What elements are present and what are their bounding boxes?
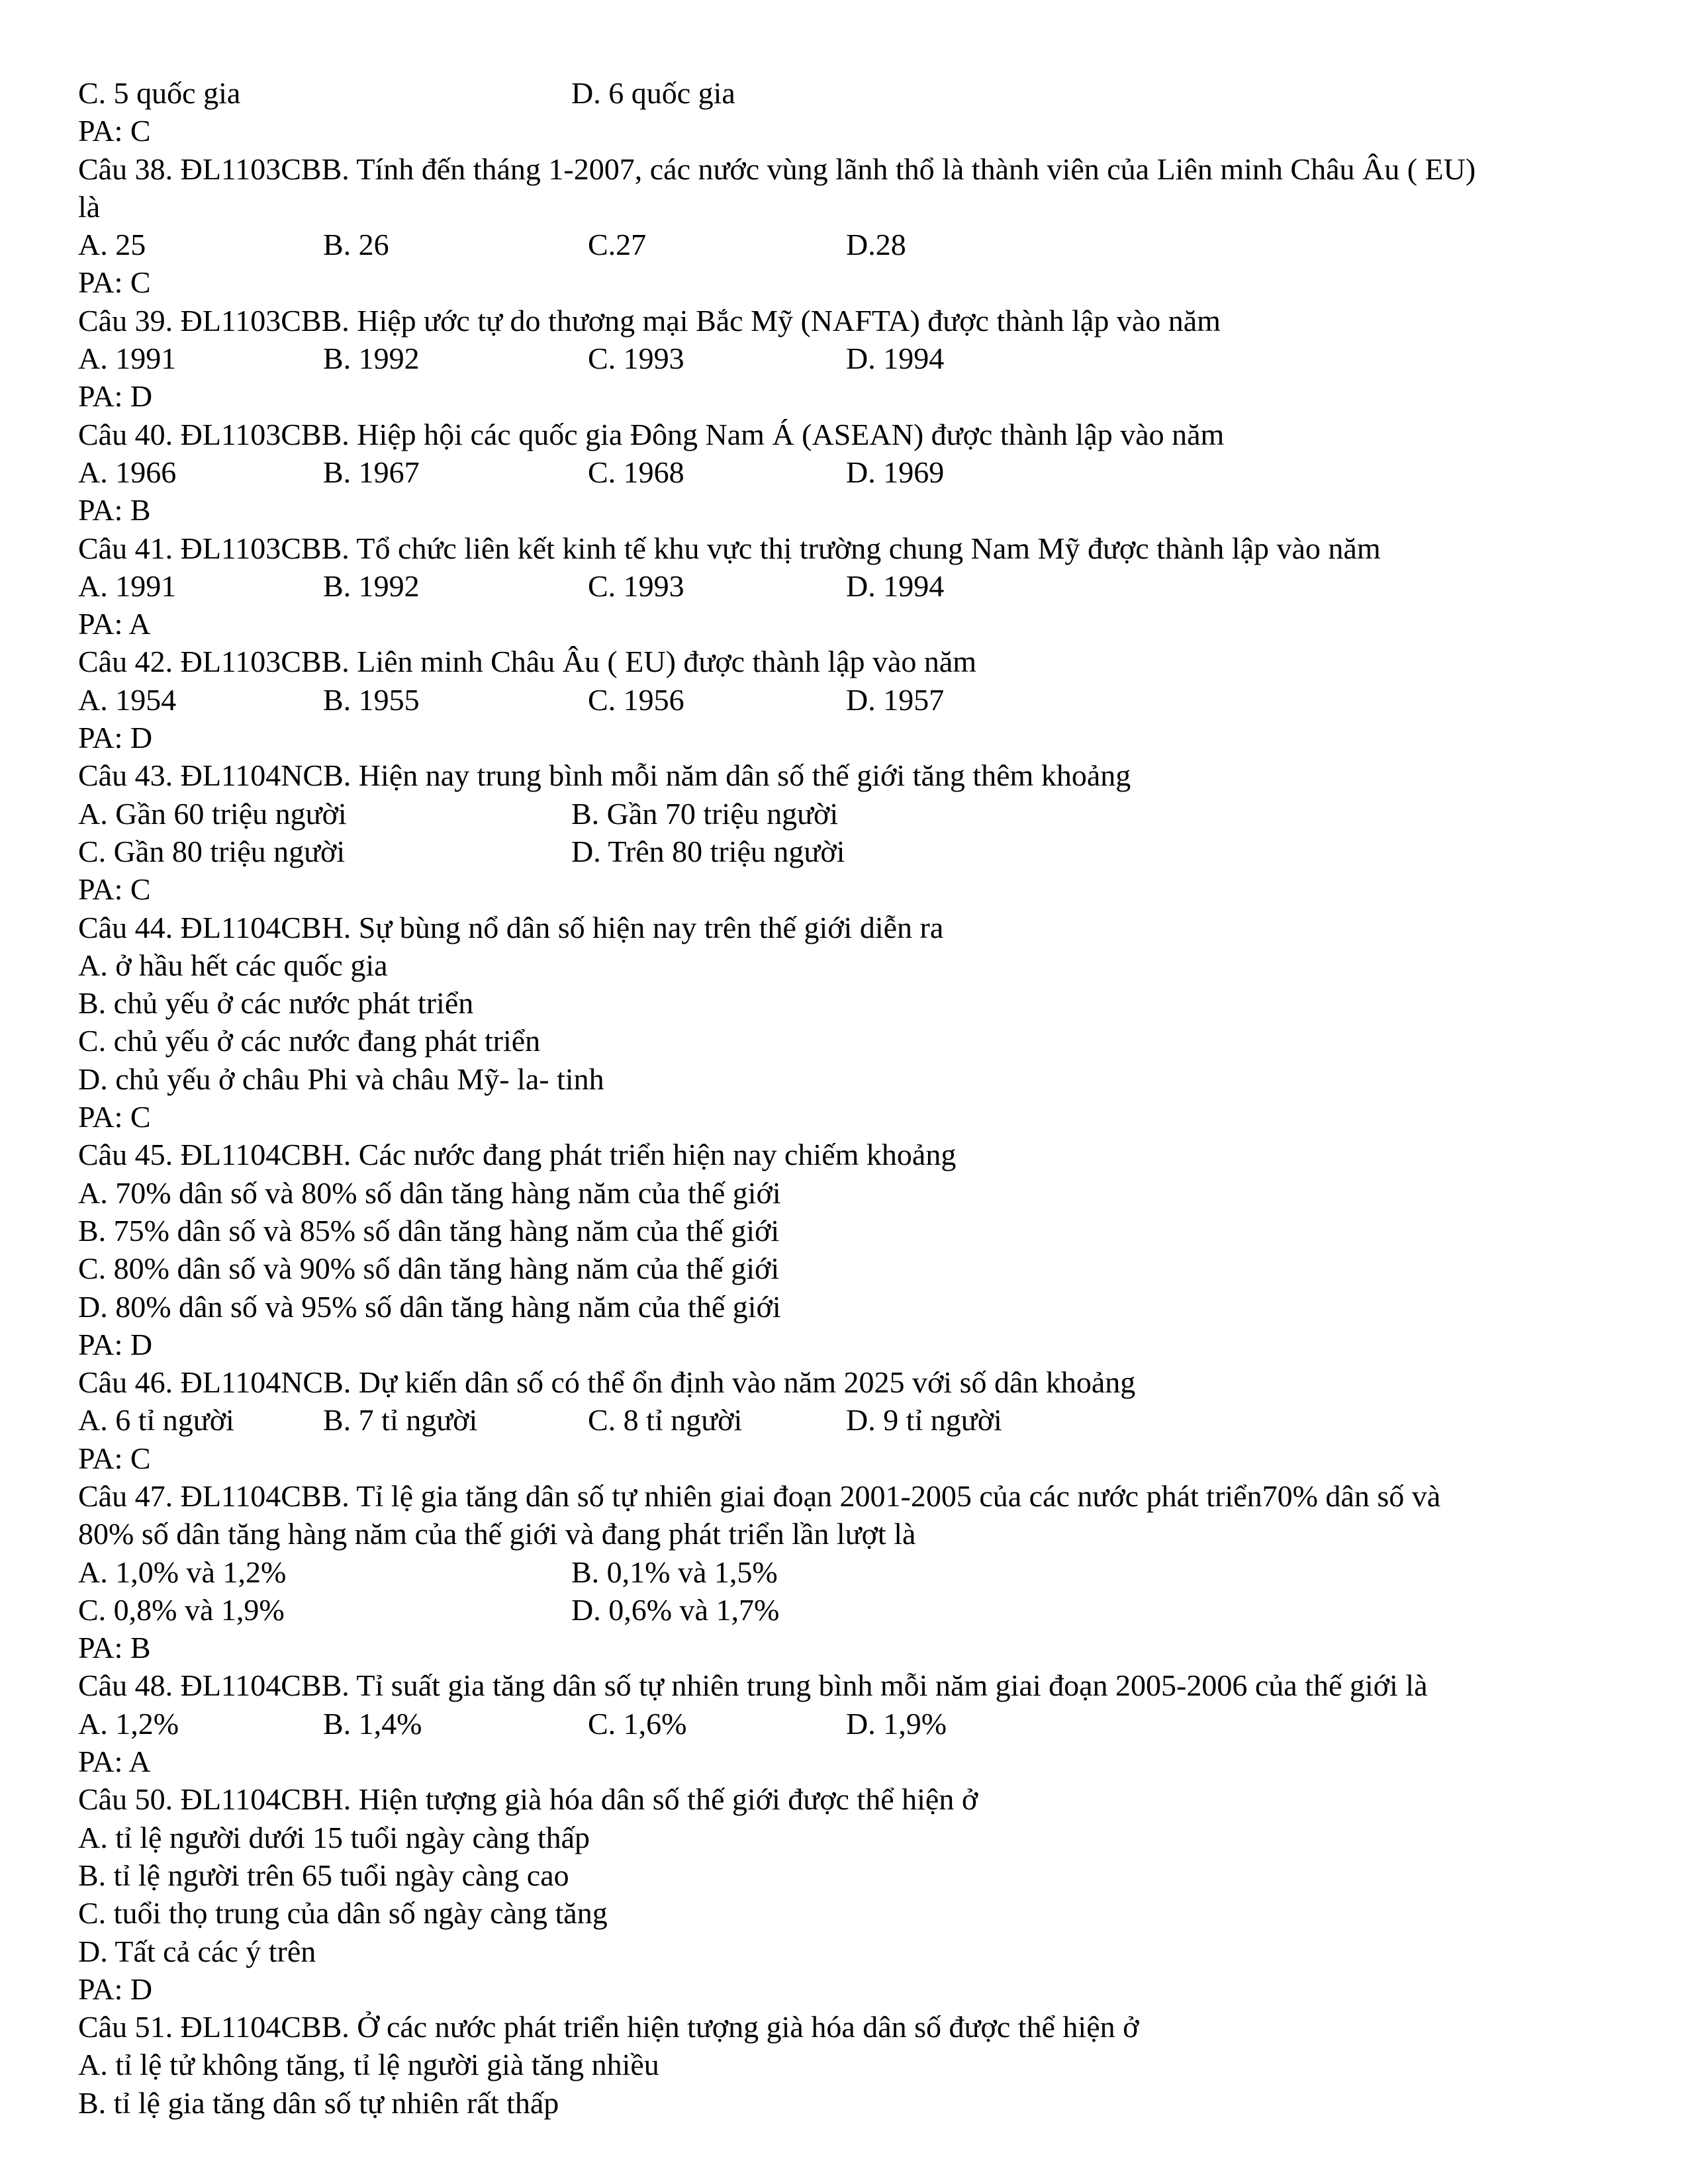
option-cell: A. 1991 [78, 341, 177, 376]
answer-line: PA: A [78, 607, 151, 641]
options-row [78, 453, 1627, 491]
option-cell: B. 1967 [323, 455, 420, 489]
option-cell: A. 1966 [78, 455, 177, 489]
question-line: Câu 44. ĐL1104CBH. Sự bùng nổ dân số hiện nay trên thế giới diễn ra [78, 910, 944, 944]
option-cell: D. 1957 [846, 682, 945, 717]
answer-line: PA: B [78, 1631, 151, 1665]
option-cell: A. 1,2% [78, 1706, 179, 1741]
options-row [78, 567, 1627, 605]
option-cell: C. 1993 [588, 569, 684, 603]
answer-line: PA: D [78, 1972, 153, 2006]
option-cell: C. 8 tỉ người [588, 1403, 743, 1437]
option-cell: A. Gần 60 triệu người [78, 796, 347, 831]
option-cell: A. 1991 [78, 569, 177, 603]
options-row [78, 833, 1627, 870]
option-cell: C. 1993 [588, 341, 684, 376]
options-row [78, 74, 1627, 112]
option-cell: D. 1,9% [846, 1706, 947, 1741]
option-cell: B. Gần 70 triệu người [571, 796, 839, 831]
options-row [78, 1591, 1627, 1629]
option-cell: B. 7 tỉ người [323, 1403, 478, 1437]
question-line: Câu 45. ĐL1104CBH. Các nước đang phát triển hiện nay chiếm khoảng [78, 1138, 957, 1172]
option-cell: C. 1956 [588, 682, 684, 717]
option-cell: C. 5 quốc gia [78, 76, 241, 110]
option-cell: D. 9 tỉ người [846, 1403, 1002, 1437]
answer-line: PA: D [78, 721, 153, 755]
option-line: C. tuổi thọ trung của dân số ngày càng tăng [78, 1896, 608, 1931]
option-line: A. ở hầu hết các quốc gia [78, 948, 388, 982]
option-cell: D. 1994 [846, 341, 945, 376]
document-page [78, 74, 1627, 2122]
option-cell: A. 25 [78, 228, 146, 262]
question-line: Câu 43. ĐL1104NCB. Hiện nay trung bình mỗi năm dân số thế giới tăng thêm khoảng [78, 758, 1131, 793]
option-line: B. tỉ lệ gia tăng dân số tự nhiên rất thấp [78, 2085, 559, 2120]
question-line: Câu 38. ĐL1103CBB. Tính đến tháng 1-2007, các nước vùng lãnh thổ là thành viên của Liên minh Châu Âu ( EU) [78, 152, 1476, 186]
answer-line: PA: C [78, 1100, 151, 1134]
option-cell: C. 0,8% và 1,9% [78, 1592, 285, 1627]
option-cell: D. 6 quốc gia [571, 76, 735, 110]
question-line: Câu 41. ĐL1103CBB. Tổ chức liên kết kinh tế khu vực thị trường chung Nam Mỹ được thành lập vào năm [78, 531, 1381, 565]
options-row [78, 226, 1627, 263]
option-line: A. tỉ lệ tử không tăng, tỉ lệ người già tăng nhiều [78, 2048, 659, 2082]
option-cell: C.27 [588, 228, 647, 262]
answer-line: PA: C [78, 1441, 151, 1475]
option-line: D. 80% dân số và 95% số dân tăng hàng năm của thế giới [78, 1289, 781, 1324]
option-cell: D. Trên 80 triệu người [571, 834, 845, 868]
question-line: Câu 51. ĐL1104CBB. Ở các nước phát triển hiện tượng già hóa dân số được thể hiện ở [78, 2010, 1139, 2044]
option-cell: B. 1,4% [323, 1706, 422, 1741]
options-row [78, 1705, 1627, 1743]
option-cell: B. 1992 [323, 569, 420, 603]
option-cell: C. 1,6% [588, 1706, 687, 1741]
options-row [78, 1401, 1627, 1439]
options-row [78, 340, 1627, 377]
answer-line: PA: D [78, 379, 153, 414]
option-line: C. chủ yếu ở các nước đang phát triển [78, 1024, 541, 1058]
option-line: D. Tất cả các ý trên [78, 1934, 316, 1968]
text-line: 80% số dân tăng hàng năm của thế giới và đang phát triển lần lượt là [78, 1517, 916, 1551]
option-cell: C. Gần 80 triệu người [78, 834, 346, 868]
option-cell: D. 1969 [846, 455, 945, 489]
option-cell: A. 6 tỉ người [78, 1403, 234, 1437]
option-line: B. tỉ lệ người trên 65 tuổi ngày càng cao [78, 1858, 569, 1892]
text-line: là [78, 189, 101, 224]
option-line: B. 75% dân số và 85% số dân tăng hàng năm của thế giới [78, 1213, 780, 1248]
option-cell: A. 1,0% và 1,2% [78, 1555, 287, 1589]
question-line: Câu 39. ĐL1103CBB. Hiệp ước tự do thương mại Bắc Mỹ (NAFTA) được thành lập vào năm [78, 303, 1221, 338]
answer-line: PA: C [78, 872, 151, 907]
option-cell: B. 1992 [323, 341, 420, 376]
answer-line: PA: B [78, 493, 151, 527]
option-cell: B. 26 [323, 228, 389, 262]
answer-line: PA: A [78, 1745, 151, 1779]
option-cell: B. 1955 [323, 682, 420, 717]
question-line: Câu 46. ĐL1104NCB. Dự kiến dân số có thể ổn định vào năm 2025 với số dân khoảng [78, 1365, 1136, 1400]
option-cell: D.28 [846, 228, 906, 262]
option-cell: B. 0,1% và 1,5% [571, 1555, 778, 1589]
answer-line: PA: C [78, 265, 151, 300]
option-line: A. tỉ lệ người dưới 15 tuổi ngày càng thấp [78, 1820, 590, 1854]
answer-line: PA: C [78, 114, 151, 148]
option-cell: D. 0,6% và 1,7% [571, 1592, 780, 1627]
option-line: D. chủ yếu ở châu Phi và châu Mỹ- la- tinh [78, 1062, 604, 1096]
options-row [78, 681, 1627, 719]
option-cell: A. 1954 [78, 682, 177, 717]
option-cell: C. 1968 [588, 455, 684, 489]
question-line: Câu 48. ĐL1104CBB. Tỉ suất gia tăng dân số tự nhiên trung bình mỗi năm giai đoạn 2005-2006 của thế giới là [78, 1668, 1428, 1703]
option-line: C. 80% dân số và 90% số dân tăng hàng năm của thế giới [78, 1251, 780, 1286]
answer-line: PA: D [78, 1327, 153, 1361]
option-cell: D. 1994 [846, 569, 945, 603]
question-line: Câu 40. ĐL1103CBB. Hiệp hội các quốc gia Đông Nam Á (ASEAN) được thành lập vào năm [78, 417, 1225, 451]
option-line: A. 70% dân số và 80% số dân tăng hàng năm của thế giới [78, 1175, 781, 1210]
option-line: B. chủ yếu ở các nước phát triển [78, 986, 474, 1021]
options-row [78, 795, 1627, 833]
question-line: Câu 50. ĐL1104CBH. Hiện tượng già hóa dân số thế giới được thể hiện ở [78, 1782, 978, 1817]
options-row [78, 1553, 1627, 1591]
question-line: Câu 47. ĐL1104CBB. Tỉ lệ gia tăng dân số tự nhiên giai đoạn 2001-2005 của các nước phát triển70% dân số và [78, 1479, 1441, 1513]
question-line: Câu 42. ĐL1103CBB. Liên minh Châu Âu ( EU) được thành lập vào năm [78, 645, 977, 679]
